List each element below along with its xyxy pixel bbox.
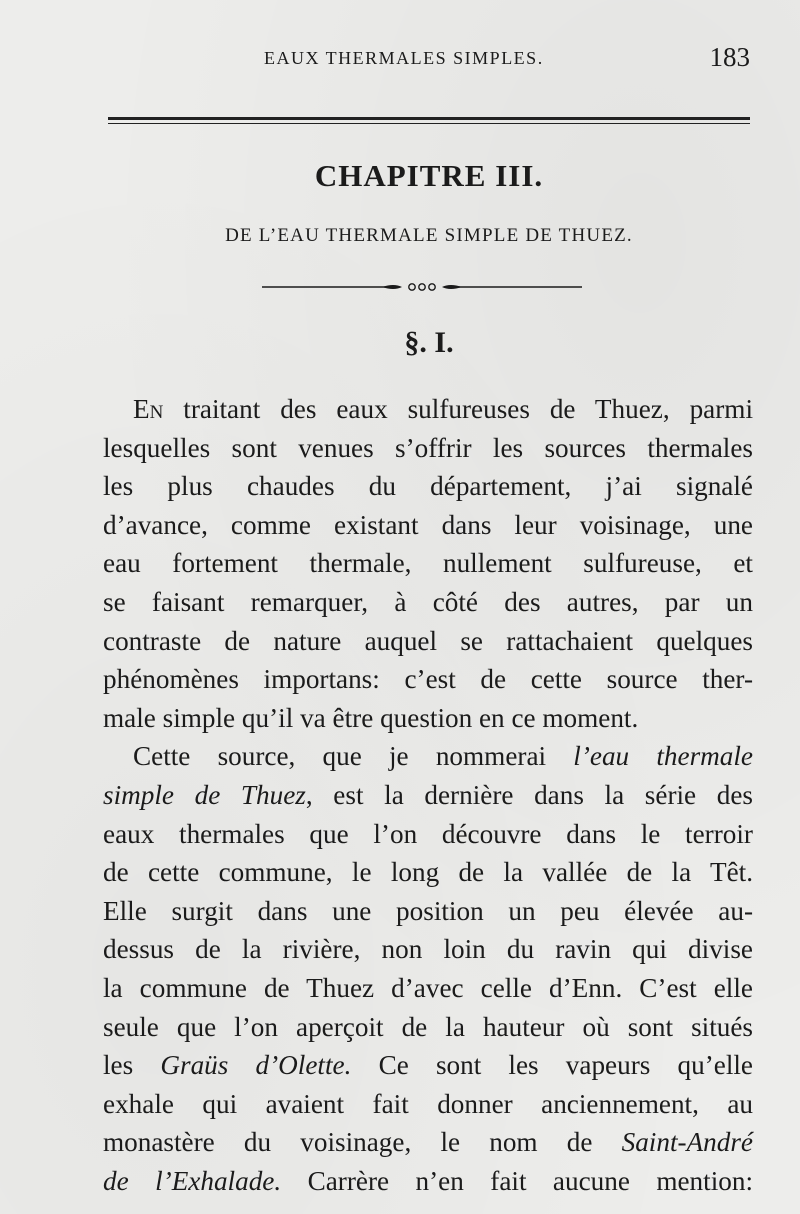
text-line <box>103 1123 753 1162</box>
text-line: exhale qui avaient fait donner anciennement, au <box>103 1088 753 1119</box>
line-text: monastère du voisinage, le nom de <box>103 1127 622 1158</box>
running-title: EAUX THERMALES SIMPLES. <box>264 48 544 68</box>
ornamental-rule <box>262 280 582 294</box>
italic-text: simple de Thuez <box>103 779 306 810</box>
text-line: male simple qu’il va être question en ce moment. <box>103 702 639 733</box>
line-text: traitant des eaux sulfureuses de Thuez, parmi <box>163 394 753 424</box>
text-line: contraste de nature auquel se rattachaient quelques <box>103 625 753 656</box>
text-line <box>103 390 753 429</box>
body-text <box>103 390 753 1200</box>
text-line: dessus de la rivière, non loin du ravin qui divise <box>103 934 753 965</box>
text-line: lesquelles sont venues s’offrir les sources thermales <box>103 432 753 463</box>
text-line: eaux thermales que l’on découvre dans le terroir <box>103 818 753 849</box>
line-text: les <box>103 1050 161 1081</box>
text-line: d’avance, comme existant dans leur voisinage, une <box>103 509 753 540</box>
text-line: les plus chaudes du département, j’ai signalé <box>103 471 753 502</box>
initial-word: En <box>133 394 164 424</box>
italic-text: l’eau thermale <box>573 741 753 772</box>
text-line <box>103 776 753 815</box>
text-line: de cette commune, le long de la vallée de la Têt. <box>103 857 753 888</box>
line-text: Cette source, que je nommerai <box>133 741 574 772</box>
chapter-title: CHAPITRE III. <box>314 158 544 193</box>
line-text: Ce sont les vapeurs qu’elle <box>351 1050 753 1081</box>
text-line <box>103 737 753 776</box>
text-line: phénomènes importans: c’est de cette source ther- <box>103 664 753 695</box>
paragraph-1 <box>103 390 753 737</box>
line-text: , est la dernière dans la série des <box>305 779 753 810</box>
running-head <box>104 42 754 76</box>
text-line: eau fortement thermale, nullement sulfureuse, et <box>103 548 753 579</box>
text-line: seule que l’on aperçoit de la hauteur où sont situés <box>103 1011 753 1042</box>
text-line: la commune de Thuez d’avec celle d’Enn. C’est elle <box>103 972 753 1003</box>
chapter-subtitle: DE L’EAU THERMALE SIMPLE DE THUEZ. <box>225 225 633 246</box>
page-number: 183 <box>709 42 750 72</box>
italic-text: de l’Exhalade. <box>103 1165 282 1196</box>
paragraph-2 <box>103 737 753 1200</box>
text-line: Elle surgit dans une position un peu élevée au- <box>103 895 753 926</box>
header-rule <box>108 117 750 124</box>
text-line <box>103 1046 753 1085</box>
section-mark: §. I. <box>404 326 454 359</box>
text-line <box>103 1162 753 1201</box>
line-text: Carrère n’en fait aucune mention: <box>281 1165 753 1196</box>
italic-text: Saint-André <box>621 1127 753 1158</box>
text-line: se faisant remarquer, à côté des autres, par un <box>103 586 753 617</box>
italic-text: Graüs d’Olette. <box>160 1050 352 1081</box>
